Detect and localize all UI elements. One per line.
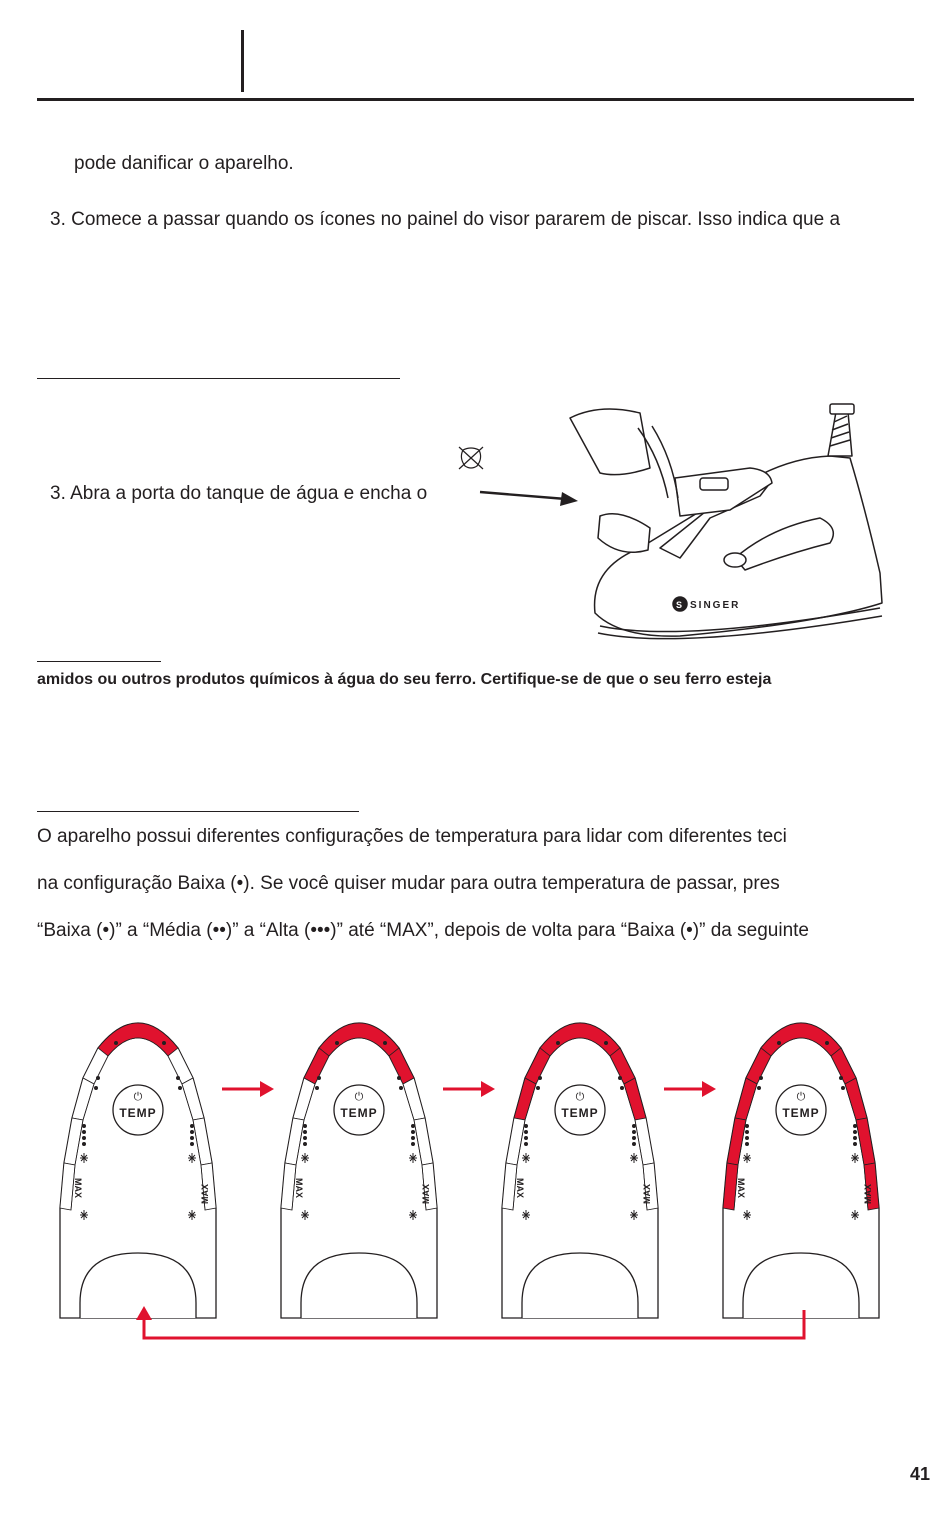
indicator-dot: [317, 1076, 321, 1080]
indicator-dot: [96, 1076, 100, 1080]
indicator-dot: [839, 1076, 843, 1080]
indicator-dot: [178, 1086, 182, 1090]
panel-cutout: [301, 1253, 417, 1318]
iron-brand-label: SINGER: [690, 600, 741, 611]
indicator-dot: [82, 1142, 86, 1146]
power-icon: ⏻: [796, 1091, 806, 1103]
indicator-dot: [399, 1086, 403, 1090]
indicator-dot: [190, 1142, 194, 1146]
indicator-dot: [397, 1076, 401, 1080]
indicator-dot: [632, 1142, 636, 1146]
panel-cutout: [80, 1253, 196, 1318]
header-rule: [37, 98, 914, 101]
indicator-dot: [841, 1086, 845, 1090]
indicator-dot: [632, 1130, 636, 1134]
indicator-dot: [745, 1124, 749, 1128]
max-label-left: MAX: [515, 1178, 525, 1198]
temp-panel: [502, 1023, 658, 1318]
indicator-dot: [303, 1130, 307, 1134]
warning-rule: [37, 661, 161, 662]
arrow-right-icon: [481, 1081, 495, 1097]
indicator-dot: [536, 1086, 540, 1090]
indicator-dot: [524, 1142, 528, 1146]
indicator-dot: [94, 1086, 98, 1090]
indicator-dot: [745, 1142, 749, 1146]
paragraph-continuation: pode danificar o aparelho.: [74, 153, 294, 174]
temp-label: TEMP: [561, 1106, 599, 1120]
warning-text: amidos ou outros produtos químicos à água do seu ferro. Certifique-se de que o seu ferro esteja: [37, 671, 772, 688]
indicator-dot: [632, 1124, 636, 1128]
indicator-dot: [757, 1086, 761, 1090]
max-label-right: MAX: [863, 1184, 873, 1204]
indicator-dot: [524, 1130, 528, 1134]
indicator-dot: [411, 1142, 415, 1146]
indicator-dot: [604, 1041, 608, 1045]
indicator-dot: [853, 1136, 857, 1140]
indicator-dot: [759, 1076, 763, 1080]
temp-label: TEMP: [340, 1106, 378, 1120]
power-icon: ⏻: [354, 1091, 364, 1103]
indicator-dot: [82, 1136, 86, 1140]
temp-label: TEMP: [782, 1106, 820, 1120]
arrow-right-icon: [260, 1081, 274, 1097]
paragraph-fill-tank: 3. Abra a porta do tanque de água e encha o: [50, 483, 428, 504]
indicator-dot: [745, 1136, 749, 1140]
indicator-dot: [411, 1124, 415, 1128]
max-label-right: MAX: [421, 1184, 431, 1204]
indicator-dot: [411, 1130, 415, 1134]
max-label-left: MAX: [73, 1178, 83, 1198]
indicator-dot: [745, 1130, 749, 1134]
indicator-dot: [176, 1076, 180, 1080]
power-icon: ⏻: [575, 1091, 585, 1103]
panel-cutout: [743, 1253, 859, 1318]
temperature-panel-diagram: [50, 1000, 900, 1350]
indicator-dot: [190, 1124, 194, 1128]
page-number: 41: [909, 1464, 930, 1484]
indicator-dot: [190, 1136, 194, 1140]
indicator-dot: [556, 1041, 560, 1045]
temp-panel: [281, 1023, 437, 1318]
panel-cutout: [522, 1253, 638, 1318]
indicator-dot: [853, 1142, 857, 1146]
indicator-dot: [620, 1086, 624, 1090]
indicator-dot: [538, 1076, 542, 1080]
temp-panel: [60, 1023, 216, 1318]
indicator-dot: [303, 1136, 307, 1140]
paragraph-temperature-2: na configuração Baixa (•). Se você quiser mudar para outra temperatura de passar, pres: [37, 873, 780, 894]
indicator-dot: [315, 1086, 319, 1090]
no-chemicals-icon: [455, 444, 487, 472]
indicator-dot: [114, 1041, 118, 1045]
indicator-dot: [411, 1136, 415, 1140]
indicator-dot: [162, 1041, 166, 1045]
arrow-right-icon: [702, 1081, 716, 1097]
indicator-dot: [82, 1130, 86, 1134]
max-label-right: MAX: [642, 1184, 652, 1204]
indicator-dot: [825, 1041, 829, 1045]
iron-illustration: [560, 398, 890, 648]
section-rule-2: [37, 811, 359, 812]
max-label-left: MAX: [294, 1178, 304, 1198]
max-label-right: MAX: [200, 1184, 210, 1204]
indicator-dot: [383, 1041, 387, 1045]
indicator-dot: [524, 1124, 528, 1128]
power-icon: ⏻: [133, 1091, 143, 1103]
return-arrow-line: [144, 1310, 804, 1338]
iron-brand-letter: S: [676, 600, 683, 610]
indicator-dot: [303, 1124, 307, 1128]
indicator-dot: [853, 1130, 857, 1134]
indicator-dot: [853, 1124, 857, 1128]
section-rule: [37, 378, 400, 379]
indicator-dot: [777, 1041, 781, 1045]
indicator-dot: [524, 1136, 528, 1140]
indicator-dot: [335, 1041, 339, 1045]
indicator-dot: [618, 1076, 622, 1080]
indicator-dot: [82, 1124, 86, 1128]
temp-panel: [723, 1023, 879, 1318]
temp-label: TEMP: [119, 1106, 157, 1120]
indicator-dot: [303, 1142, 307, 1146]
header-vertical-rule: [241, 30, 244, 92]
indicator-dot: [632, 1136, 636, 1140]
paragraph-temperature-3: “Baixa (•)” a “Média (••)” a “Alta (•••)” até “MAX”, depois de volta para “Baixa (•)” da seguinte: [37, 920, 809, 941]
indicator-dot: [190, 1130, 194, 1134]
paragraph-temperature-1: O aparelho possui diferentes configurações de temperatura para lidar com diferentes teci: [37, 826, 787, 847]
max-label-left: MAX: [736, 1178, 746, 1198]
paragraph-step-3: 3. Comece a passar quando os ícones no painel do visor pararem de piscar. Isso indica que a: [50, 209, 841, 230]
